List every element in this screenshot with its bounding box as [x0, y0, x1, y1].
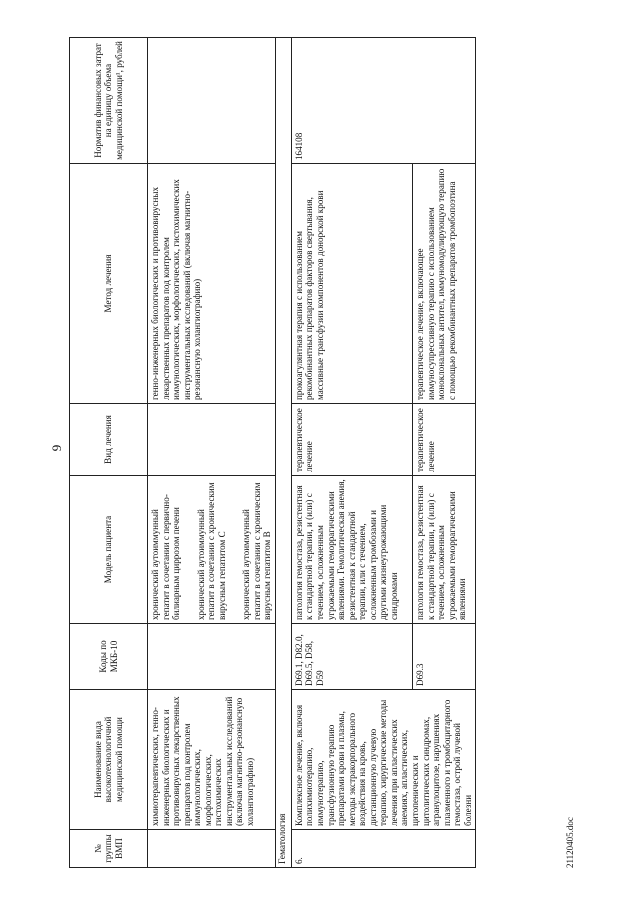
- header-norm: Норматив финансовых затрат на единицу объема медицинской помощи¹, рублей: [70, 38, 148, 164]
- patient-model-item: хронический аутоиммунный гепатит в сочетании с хроническим вирусным гепатитом C: [195, 482, 227, 620]
- table-header-row: [70, 38, 148, 868]
- cell-icd: D69.3: [412, 624, 475, 690]
- cell-icd: [148, 624, 276, 690]
- patient-model-item: хронический аутоиммунный гепатит в сочетании с первично-билиарным циррозом печени: [150, 494, 182, 620]
- section-title: Гематология: [275, 38, 291, 868]
- page-number: 9: [49, 444, 64, 452]
- header-patient-model: Модель пациента: [70, 476, 148, 624]
- footer-filename: 21120405.doc: [565, 817, 575, 868]
- cell-treatment-type: терапевтическое лечение: [291, 404, 412, 476]
- cell-icd: D69.1, D82.0, D69.5, D58, D59: [291, 624, 412, 690]
- cell-name: химиотерапевтических, генно-инженерных биологических и противовирусных лекарственных препаратов под контролем иммунологических, морфологических, гистохимических инструментальных исследований (включая магнитно-резонансную холангиографию): [148, 690, 276, 830]
- table-row: [148, 38, 276, 868]
- header-icd: Коды по МКБ-10: [70, 624, 148, 690]
- rotated-content: [45, 38, 585, 868]
- header-name: Наименование вида высокотехнологичной медицинской помощи: [70, 690, 148, 830]
- header-treatment-type: Вид лечения: [70, 404, 148, 476]
- cell-method: генно-инженерных биологических и противовирусных лекарственных препаратов под контролем иммунологических, морфологических, гистохимических инструментальных исследований (включая магнитно-резонансную холангиографию): [148, 164, 276, 404]
- cell-patient-model: патология гемостаза, резистентная к стандартной терапии, и (или) с течением, осложненным угрожаемыми геморрагическими явлениями: [412, 476, 475, 624]
- cell-patient-model: [148, 476, 276, 624]
- patient-model-item: хронический аутоиммунный гепатит в сочетании с хроническим вирусным гепатитом B: [241, 482, 273, 620]
- table-row: [291, 38, 412, 868]
- section-row: [275, 38, 291, 868]
- cell-group: 6.: [291, 830, 475, 868]
- header-method: Метод лечения: [70, 164, 148, 404]
- cell-norm: 164108: [291, 38, 475, 164]
- cell-group: [148, 830, 276, 868]
- cell-patient-model: патология гемостаза, резистентная к стандартной терапии, и (или) с течением, осложненным угрожаемыми геморрагическими явлениями. Гемолитическая анемия, резистентная к стандартной терапии, или с течением, осложненным тромбозами и другими жизнеугрожающими синдромами: [291, 476, 412, 624]
- cell-treatment-type: [148, 404, 276, 476]
- cell-norm: [148, 38, 276, 164]
- cell-name: Комплексное лечение, включая полихимиотерапию, иммунотерапию, трансфузионную терапию препаратами крови и плазмы, методы экстракорпорального воздействия на кровь, дистанционную лучевую терапию, хирургические методы лечения при апластических анемиях, апластических, цитопенических и цитолитических синдромах, агранулоцитозе, нарушениях плазменного и тромбоцитарного гемостаза, острой лучевой болезни: [291, 690, 475, 830]
- cell-treatment-type: терапевтическое лечение: [412, 404, 475, 476]
- cell-method: прокоагулянтная терапия с использованием рекомбинантных препаратов факторов свертывания, массивные трансфузии компонентов донорской крови: [291, 164, 412, 404]
- header-group: № группы ВМП: [70, 830, 148, 868]
- cell-method: терапевтическое лечение, включающее иммуносупрессивную терапию с использованием моноклональных антител, иммуномодулирующую терапию с помощью рекомбинантных препаратов тромбопоэтина: [412, 164, 475, 404]
- vmp-table: [69, 37, 476, 868]
